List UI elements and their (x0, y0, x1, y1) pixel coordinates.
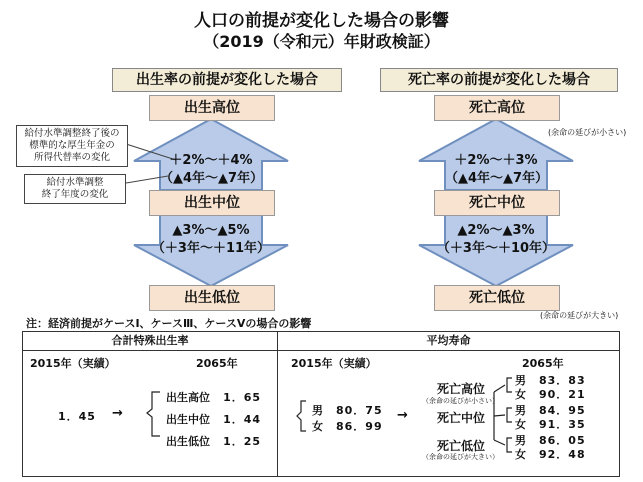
right-bottom-box: 死亡低位 (434, 285, 560, 311)
right-top-note: (余命の延びが小さい) (548, 128, 627, 137)
page-subtitle: （2019（令和元）年財政検証） (203, 32, 440, 51)
life-actual-female: 女 86．99 (312, 420, 383, 433)
left-upper-arrow-text (160, 152, 262, 188)
life-low-female: 女 92．48 (515, 448, 586, 461)
life-mid-male: 男 84．95 (515, 404, 586, 417)
fertility-high-row: 出生高位 1．65 (166, 391, 262, 404)
right-section-header: 死亡率の前提が変化した場合 (380, 68, 618, 92)
callout-end-year: 給付水準調整 終了年度の変化 (24, 174, 126, 204)
right-upper-change: ＋2%～＋3% (454, 153, 538, 168)
life-high-note: （余命の延びが小さい） (422, 397, 499, 405)
fertility-2015-header: 2015年（実績） (30, 357, 116, 370)
fertility-actual: 1．45 (58, 410, 96, 423)
right-lower-change: ▲2%～▲3% (457, 223, 535, 238)
right-upper-arrow-text (445, 152, 547, 188)
left-mid-box: 出生中位 (149, 190, 275, 216)
life-high-female: 女 90．21 (515, 388, 586, 401)
left-lower-years: （＋3年～＋11年） (151, 241, 271, 256)
table-divider (277, 350, 278, 476)
right-top-box: 死亡高位 (434, 95, 560, 121)
fertility-mid-row: 出生中位 1．44 (166, 413, 262, 426)
left-top-box: 出生高位 (149, 95, 275, 121)
life-high-label: 死亡高位 (437, 382, 486, 396)
left-lower-change: ▲3%～▲5% (172, 223, 250, 238)
life-2015-header: 2015年（実績） (291, 357, 377, 370)
left-section-header: 出生率の前提が変化した場合 (112, 68, 342, 92)
fertility-low-row: 出生低位 1．25 (166, 435, 262, 448)
fertility-2065-header: 2065年 (196, 357, 238, 370)
callout-replacement-rate: 給付水準調整終了後の 標準的な厚生年金の 所得代替率の変化 (16, 125, 128, 167)
right-lower-arrow-text (435, 222, 557, 258)
table-header-fertility: 合計特殊出生率 (23, 332, 278, 351)
life-mid-female: 女 91．35 (515, 418, 586, 431)
right-upper-years: （▲4年～▲7年） (445, 171, 549, 186)
left-upper-change: ＋2%～＋4% (169, 153, 253, 168)
left-bottom-box: 出生低位 (149, 285, 275, 311)
life-low-label: 死亡低位 (437, 439, 486, 453)
life-mid-label: 死亡中位 (437, 411, 486, 425)
life-low-note: （余命の延びが大きい） (422, 453, 499, 461)
life-2065-header: 2065年 (522, 357, 564, 370)
left-lower-arrow-text (150, 222, 272, 258)
life-high-male: 男 83．83 (515, 374, 586, 387)
life-low-male: 男 86．05 (515, 434, 586, 447)
life-actual-male: 男 80．75 (312, 404, 383, 417)
left-upper-years: （▲4年～▲7年） (160, 171, 264, 186)
fertility-arrow: → (112, 406, 123, 421)
footnote: 注：経済前提がケースⅠ、ケースⅢ、ケースⅤの場合の影響 (26, 317, 312, 330)
right-bottom-note: (余命の延びが大きい) (540, 311, 619, 320)
table-header-life-expectancy: 平均寿命 (278, 332, 619, 351)
right-mid-box: 死亡中位 (434, 190, 560, 216)
right-lower-years: （＋3年～＋10年） (436, 241, 556, 256)
life-arrow: → (397, 408, 408, 423)
page-title: 人口の前提が変化した場合の影響 (194, 11, 449, 31)
